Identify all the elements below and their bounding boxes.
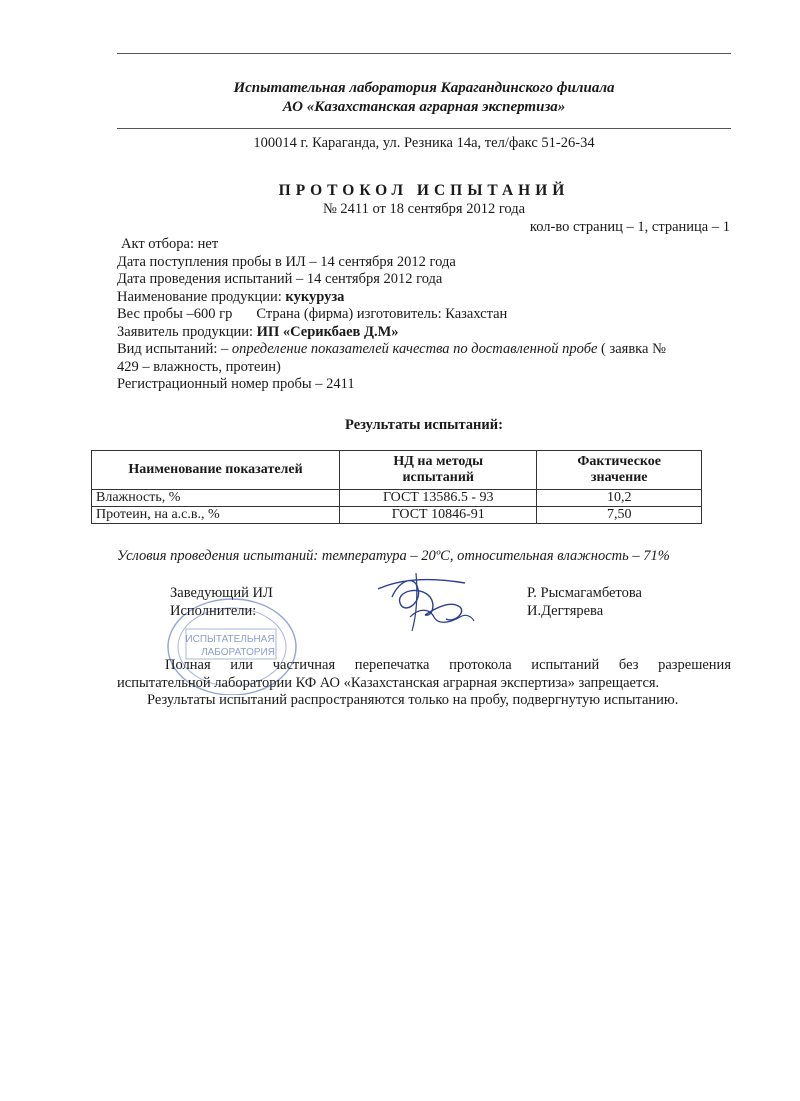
test-type-request: ( заявка № <box>601 341 666 357</box>
product-label: Наименование продукции: <box>117 288 282 305</box>
sample-weight: Вес пробы –600 гр <box>117 306 233 322</box>
indicator-name: Влажность, % <box>92 490 340 507</box>
applicant-label: Заявитель продукции: <box>117 323 254 340</box>
act-line: Акт отбора: нет <box>121 236 219 252</box>
actual-value: 7,50 <box>537 507 702 524</box>
weight-country-line <box>117 306 735 324</box>
notice-line2: испытательной лаборатории КФ АО «Казахстанская аграрная экспертиза» запрещается. <box>117 674 660 691</box>
table-row <box>92 507 702 524</box>
column-header-method: НД на методы испытаний <box>340 451 537 490</box>
page-count: кол-во страниц – 1, страница – 1 <box>529 219 730 235</box>
results-heading: Результаты испытаний: <box>345 417 503 433</box>
column-header-indicator: Наименование показателей <box>92 451 340 490</box>
results-header-row <box>92 451 702 490</box>
protocol-title: ПРОТОКОЛ ИСПЫТАНИЙ <box>278 182 570 199</box>
header-bottom-rule <box>117 128 731 129</box>
column-header-value: Фактическое значение <box>537 451 702 490</box>
test-date: Дата проведения испытаний – 14 сентября 2012 года <box>117 271 443 287</box>
product-value: кукуруза <box>285 288 345 305</box>
test-type-description: определение показателей качества по доставленной пробе <box>231 341 598 357</box>
sample-info <box>117 236 735 394</box>
org-name-line2: АО «Казахстанская аграрная экспертиза» <box>282 99 566 115</box>
test-type-line2: 429 – влажность, протеин) <box>117 358 281 375</box>
notice-line3: Результаты испытаний распространяются только на пробу, подвергнутую испытанию. <box>147 692 679 708</box>
manufacturer-country: Страна (фирма) изготовитель: Казахстан <box>256 306 508 322</box>
protocol-number-date: № 2411 от 18 сентября 2012 года <box>322 201 526 217</box>
method-standard: ГОСТ 13586.5 - 93 <box>340 490 537 507</box>
actual-value: 10,2 <box>537 490 702 507</box>
receipt-date: Дата поступления пробы в ИЛ – 14 сентября 2012 года <box>117 253 456 270</box>
test-type-label: Вид испытаний: – <box>117 341 229 357</box>
reprint-notice <box>117 657 731 710</box>
executor-name: И.Дегтярева <box>527 603 604 619</box>
test-type-line <box>117 341 735 359</box>
stamp-text-line1: ИСПЫТАТЕЛЬНАЯ <box>185 634 275 645</box>
head-role: Заведующий ИЛ <box>170 585 273 601</box>
product-line <box>117 289 735 307</box>
org-address: 100014 г. Караганда, ул. Резника 14а, тел/факс 51-26-34 <box>253 135 595 151</box>
indicator-name: Протеин, на а.с.в., % <box>92 507 340 524</box>
results-table <box>91 450 702 524</box>
head-name: Р. Рысмагамбетова <box>527 585 642 601</box>
org-name-line1: Испытательная лаборатория Карагандинского филиала <box>233 80 615 96</box>
applicant-line <box>117 324 735 342</box>
applicant-value: ИП «Серикбаев Д.М» <box>256 323 399 340</box>
table-row <box>92 490 702 507</box>
stamp-text-line2: ЛАБОРАТОРИЯ <box>201 647 275 658</box>
handwritten-signature <box>370 567 490 637</box>
executor-role: Исполнители: <box>170 603 257 619</box>
registration-number: Регистрационный номер пробы – 2411 <box>117 376 355 392</box>
method-standard: ГОСТ 10846-91 <box>340 507 537 524</box>
notice-line1: Полная или частичная перепечатка протокола испытаний без разрешения <box>165 657 731 673</box>
test-conditions: Условия проведения испытаний: температура – 20ºС, относительная влажность – 71% <box>117 548 670 564</box>
header-top-rule <box>117 53 731 54</box>
